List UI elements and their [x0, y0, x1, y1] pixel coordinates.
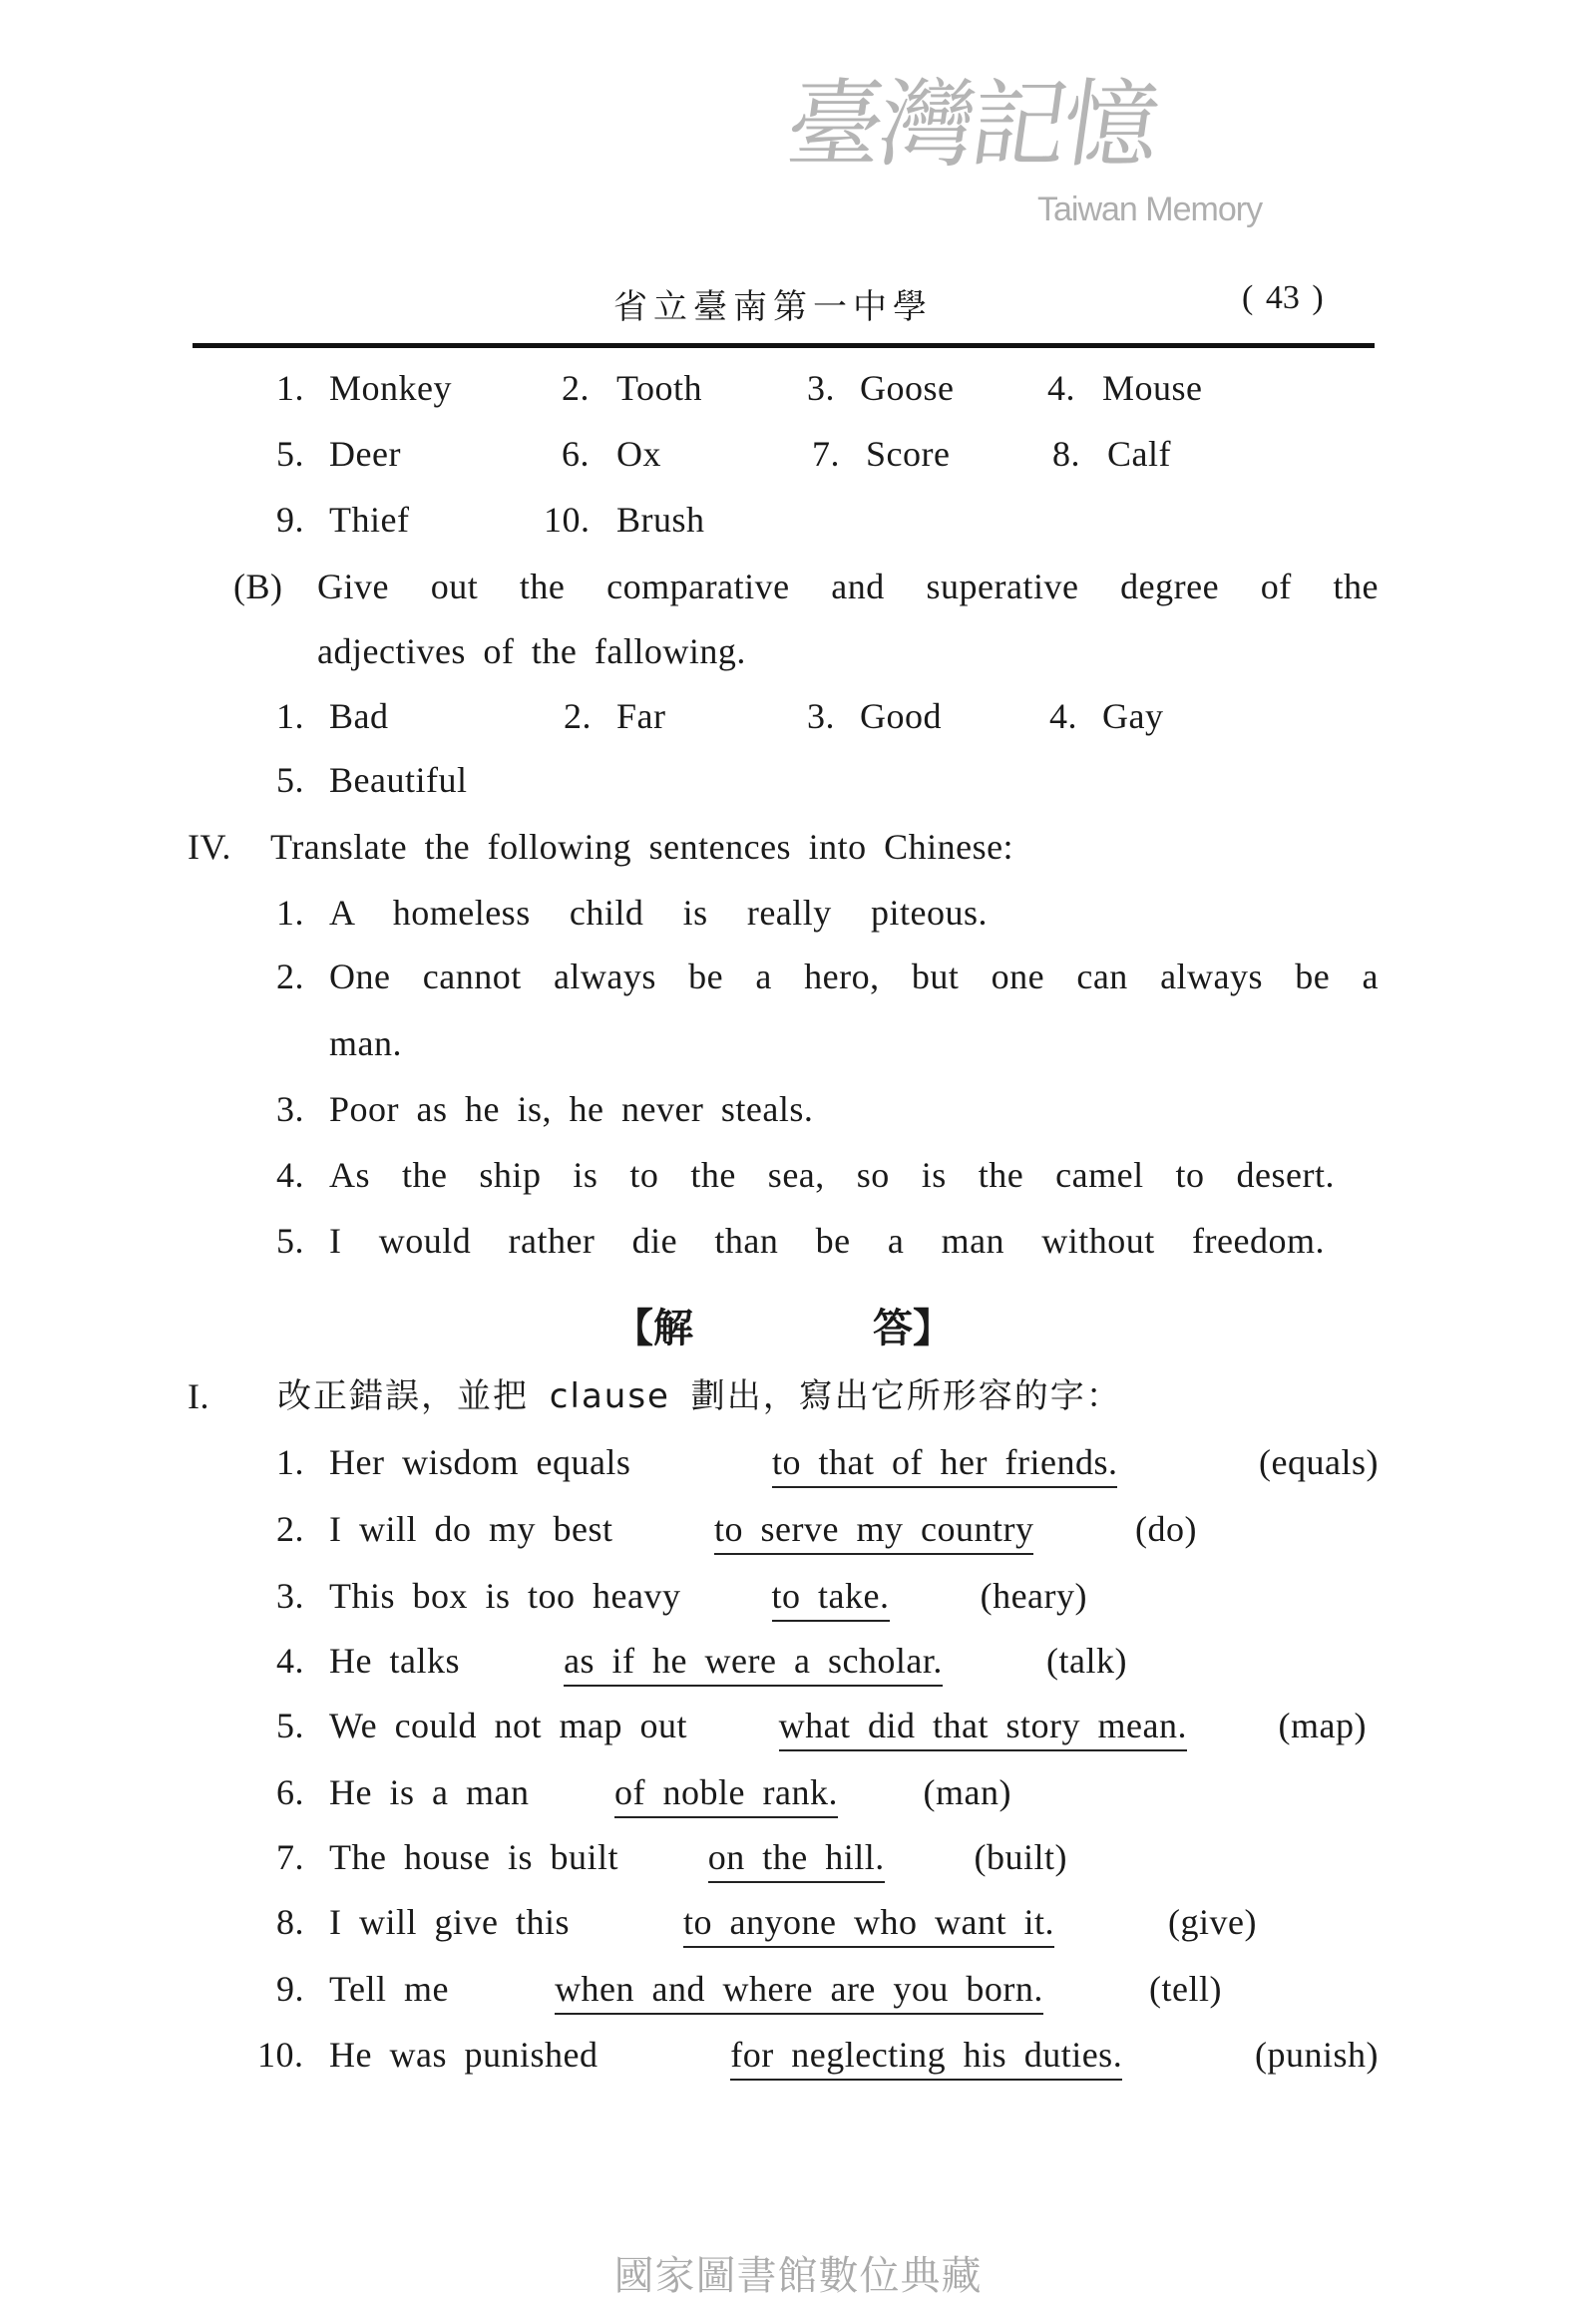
answer-text: I will give this — [329, 1902, 588, 1942]
answer-number: 10. — [257, 2035, 304, 2075]
sentence-number: 4. — [276, 1155, 304, 1195]
answers-instruction: 改正錯誤，並把 clause 劃出，寫出它所形容的字： — [277, 1376, 1122, 1416]
adjective-item-word: Far — [616, 696, 666, 736]
answer-sentence — [329, 1639, 1127, 1687]
answer-text: He was punished — [329, 2035, 615, 2075]
sentence-text: As the ship is to the sea, so is the camel to desert. — [329, 1155, 1335, 1195]
answer-underlined-clause: when and where are you born. — [555, 1967, 1043, 2015]
sentence-number: 2. — [276, 957, 304, 996]
vocab-item-word: Monkey — [329, 368, 452, 408]
vocab-item-word: Ox — [616, 434, 661, 474]
answer-modified-word: (tell) — [1131, 1969, 1222, 2009]
vocab-item-number: 10. — [544, 500, 591, 540]
answer-modified-word: (give) — [1150, 1902, 1257, 1942]
adjective-item-word: Beautiful — [329, 760, 468, 800]
answer-underlined-clause: on the hill. — [708, 1835, 885, 1883]
answer-sentence — [329, 1574, 1087, 1622]
sentence-text: I would rather die than be a man without freedom. — [329, 1221, 1325, 1261]
answer-sentence — [329, 1507, 1197, 1555]
answer-underlined-clause: for neglecting his duties. — [730, 2033, 1122, 2081]
sentence-number: 3. — [276, 1089, 304, 1129]
answer-number: 3. — [276, 1576, 304, 1616]
answer-sentence — [329, 2033, 1379, 2081]
vocab-item-number: 7. — [812, 434, 840, 474]
vocab-item-word: Mouse — [1102, 368, 1203, 408]
adjective-item-word: Good — [860, 696, 942, 736]
answer-underlined-clause: to take. — [772, 1574, 890, 1622]
answer-modified-word: (equals) — [1241, 1442, 1379, 1482]
vocab-item-number: 3. — [807, 368, 835, 408]
answer-text: He talks — [329, 1641, 478, 1681]
answer-text: He is a man — [329, 1772, 547, 1812]
vocab-item-number: 4. — [1047, 368, 1075, 408]
answer-sentence — [329, 1770, 1011, 1818]
section-iv-instruction: Translate the following sentences into Chinese: — [270, 827, 1014, 867]
vocab-item-number: 5. — [276, 434, 304, 474]
adjective-item-word: Gay — [1102, 696, 1164, 736]
sentence-text: One cannot always be a hero, but one can always be a — [329, 957, 1379, 996]
answer-modified-word: (punish) — [1237, 2035, 1379, 2075]
answer-text: We could not map out — [329, 1706, 705, 1745]
answer-text: This box is too heavy — [329, 1576, 698, 1616]
section-b-label: (B) — [233, 567, 283, 606]
sentence-text: Poor as he is, he never steals. — [329, 1089, 814, 1129]
answer-underlined-clause: as if he were a scholar. — [564, 1639, 943, 1687]
adjective-item-number: 5. — [276, 760, 304, 800]
vocab-item-number: 8. — [1052, 434, 1080, 474]
answer-number: 4. — [276, 1641, 304, 1681]
watermark-logo-english: Taiwan Memory — [1037, 191, 1263, 228]
answer-sentence — [329, 1704, 1367, 1751]
vocab-item-word: Tooth — [616, 368, 702, 408]
answer-underlined-clause: to anyone who want it. — [683, 1900, 1054, 1948]
answer-underlined-clause: to serve my country — [714, 1507, 1033, 1555]
answer-modified-word: (do) — [1117, 1509, 1197, 1549]
sentence-number: 5. — [276, 1221, 304, 1261]
answer-sentence — [329, 1835, 1067, 1883]
answer-modified-word: (heary) — [963, 1576, 1087, 1616]
page-number: ( 43 ) — [1242, 279, 1324, 316]
answer-number: 6. — [276, 1772, 304, 1812]
adjective-item-number: 3. — [807, 696, 835, 736]
sentence-number: 1. — [276, 893, 304, 933]
adjective-item-word: Bad — [329, 696, 389, 736]
footer-archive-label: 國家圖書館數位典藏 — [613, 2253, 983, 2299]
vocab-item-word: Score — [866, 434, 951, 474]
answer-text: I will do my best — [329, 1509, 630, 1549]
answer-text: Tell me — [329, 1969, 467, 2009]
page-header-title: 省立臺南第一中學 — [613, 287, 933, 327]
answer-sentence — [329, 1440, 1379, 1488]
answer-number: 5. — [276, 1706, 304, 1745]
section-iv-label: IV. — [188, 827, 231, 867]
answer-number: 9. — [276, 1969, 304, 2009]
vocab-item-number: 1. — [276, 368, 304, 408]
vocab-item-number: 6. — [562, 434, 590, 474]
answer-text: The house is built — [329, 1837, 636, 1877]
answer-modified-word: (map) — [1261, 1706, 1367, 1745]
section-b-instruction: Give out the comparative and superative degree of the — [317, 567, 1379, 606]
vocab-item-word: Deer — [329, 434, 401, 474]
answer-text: Her wisdom equals — [329, 1442, 648, 1482]
answers-heading-right: 答】 — [873, 1306, 953, 1351]
answers-section-label: I. — [188, 1376, 209, 1416]
answer-number: 2. — [276, 1509, 304, 1549]
answer-sentence — [329, 1967, 1222, 2015]
answer-sentence — [329, 1900, 1257, 1948]
answer-modified-word: (man) — [906, 1772, 1011, 1812]
watermark-logo: 臺灣記憶 — [780, 69, 1163, 181]
answer-underlined-clause: of noble rank. — [614, 1770, 838, 1818]
answer-number: 8. — [276, 1902, 304, 1942]
vocab-item-word: Calf — [1107, 434, 1171, 474]
vocab-item-word: Goose — [860, 368, 955, 408]
answers-heading — [613, 1297, 953, 1353]
header-rule — [193, 343, 1375, 348]
section-b-instruction-cont: adjectives of the fallowing. — [317, 631, 746, 671]
sentence-text: A homeless child is really piteous. — [329, 893, 988, 933]
sentence-text-cont: man. — [329, 1023, 402, 1063]
adjective-item-number: 1. — [276, 696, 304, 736]
answer-number: 7. — [276, 1837, 304, 1877]
answer-underlined-clause: what did that story mean. — [779, 1704, 1187, 1751]
answer-modified-word: (talk) — [1028, 1641, 1127, 1681]
answers-heading-left: 【解 — [613, 1306, 693, 1351]
vocab-item-number: 2. — [562, 368, 590, 408]
answer-underlined-clause: to that of her friends. — [772, 1440, 1117, 1488]
adjective-item-number: 2. — [564, 696, 592, 736]
vocab-item-word: Brush — [616, 500, 705, 540]
answer-modified-word: (built) — [957, 1837, 1067, 1877]
vocab-item-number: 9. — [276, 500, 304, 540]
vocab-item-word: Thief — [329, 500, 410, 540]
answer-number: 1. — [276, 1442, 304, 1482]
adjective-item-number: 4. — [1049, 696, 1077, 736]
